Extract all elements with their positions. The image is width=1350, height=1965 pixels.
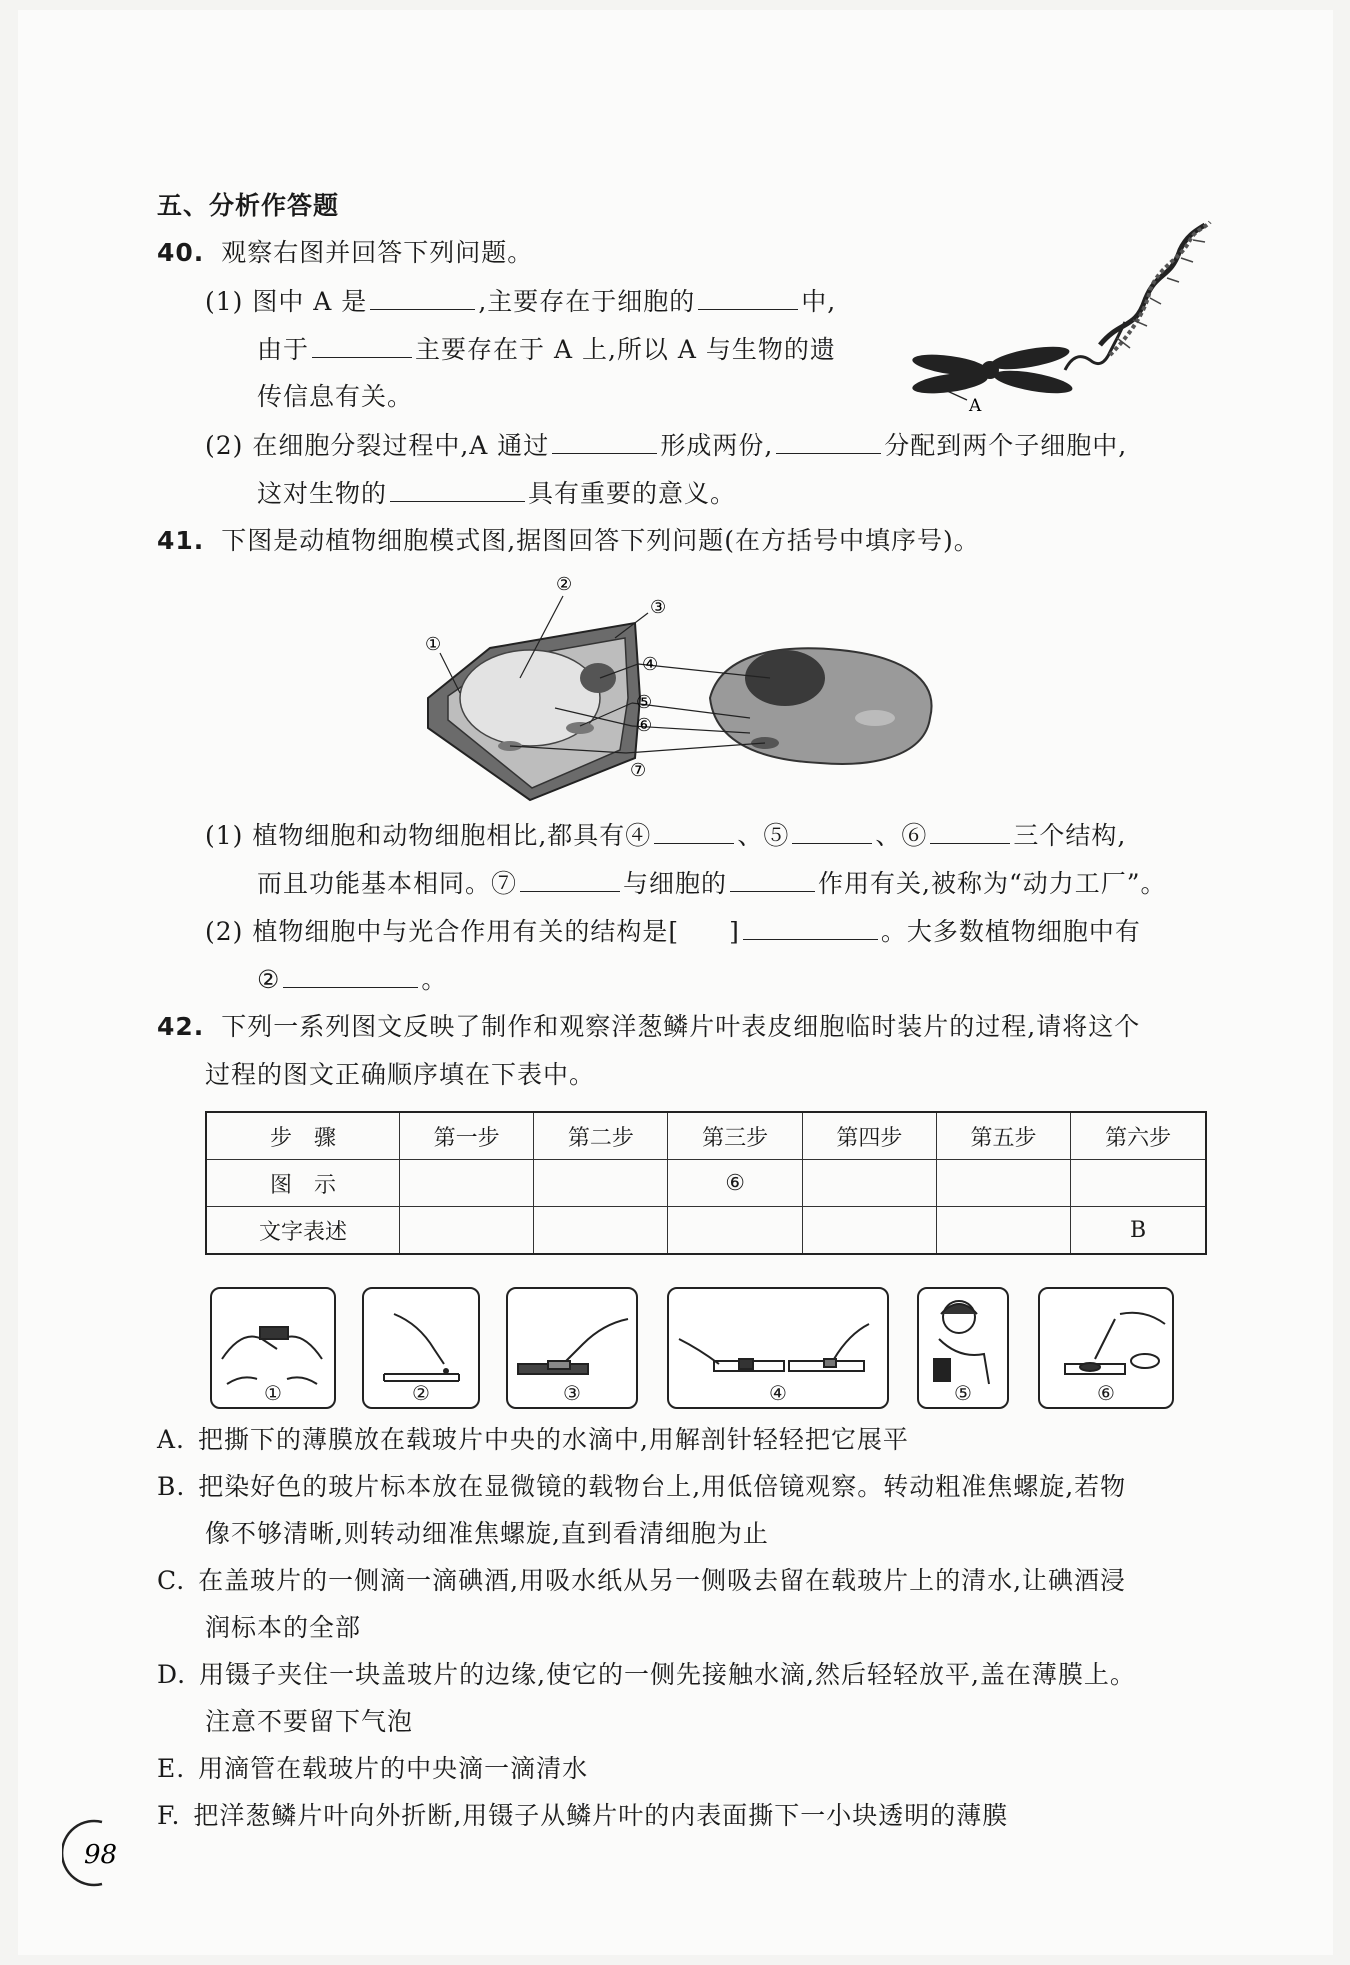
q41-p2-line2 [257, 959, 447, 1000]
option-d [157, 1655, 1136, 1695]
option-text: 用镊子夹住一块盖玻片的边缘,使它的一侧先接触水滴,然后轻轻放平,盖在薄膜上。 [199, 1660, 1136, 1689]
q40-p2-text-d: 这对生物的 [257, 479, 388, 508]
table-cell[interactable] [802, 1160, 936, 1207]
q40-p1-text-c: 中, [801, 287, 837, 316]
option-text: 把撕下的薄膜放在载玻片中央的水滴中,用解剖针轻轻把它展平 [197, 1425, 909, 1454]
cell-diagram [420, 568, 950, 808]
option-letter: E. [157, 1754, 186, 1783]
table-row-header [206, 1112, 1206, 1160]
option-b [157, 1467, 1126, 1507]
cell-label-3: ③ [650, 597, 667, 618]
cell-label-2: ② [556, 574, 573, 595]
q40-p2-line2 [257, 473, 736, 514]
picture-number: ② [412, 1381, 430, 1405]
option-letter: A. [157, 1425, 186, 1454]
q40-p1-text-b: ,主要存在于细胞的 [478, 287, 696, 316]
cell-label-4: ④ [642, 654, 659, 675]
q40-p1-text-e: 主要存在于 A 上,所以 A 与生物的遗 [415, 335, 836, 364]
q41-p2-line1 [205, 911, 1141, 952]
q41-p1-text-f: 与细胞的 [623, 869, 728, 898]
cell-label-1: ① [425, 634, 442, 655]
q41-p2-text-c: 。大多数植物细胞中有 [880, 917, 1141, 946]
option-letter: C. [157, 1566, 186, 1595]
table-header-cell: 第六步 [1071, 1112, 1206, 1160]
table-header-cell: 第三步 [668, 1112, 802, 1160]
q41-prompt-line [157, 521, 980, 561]
picture-number: ③ [563, 1381, 581, 1405]
procedure-picture-6 [1038, 1287, 1174, 1409]
q41-p2-text-e: 。 [421, 965, 448, 994]
option-c-cont: 润标本的全部 [205, 1613, 362, 1642]
option-b-cont: 像不够清晰,则转动细准焦螺旋,直到看清细胞为止 [205, 1519, 769, 1548]
table-cell[interactable] [400, 1207, 534, 1255]
picture-number: ④ [769, 1381, 787, 1405]
table-row-pictures [206, 1160, 1206, 1207]
answer-blank[interactable] [930, 815, 1010, 844]
q40-p2-text-a: (2) 在细胞分裂过程中,A 通过 [205, 431, 550, 460]
q41-p1-text-b: 、⑤ [737, 821, 790, 850]
figure-label-a: A [969, 396, 982, 415]
picture-number: ① [264, 1381, 282, 1405]
q40-p1-text-a: (1) 图中 A 是 [205, 287, 368, 316]
table-row-label: 图 示 [206, 1160, 400, 1207]
table-header-cell: 第五步 [936, 1112, 1070, 1160]
q41-p1-text-d: 三个结构, [1013, 821, 1127, 850]
q41-p1-line2 [257, 863, 1167, 904]
option-d-cont: 注意不要留下气泡 [205, 1707, 414, 1736]
option-f [157, 1796, 1008, 1836]
option-c [157, 1561, 1126, 1601]
cell-label-5: ⑤ [636, 692, 653, 713]
option-a [157, 1420, 909, 1460]
q41-p2-text-a: (2) 植物细胞中与光合作用有关的结构是[ [205, 917, 680, 946]
picture-number: ⑥ [1097, 1381, 1115, 1405]
option-letter: F. [157, 1801, 181, 1830]
table-cell[interactable] [534, 1207, 668, 1255]
option-text: 把染好色的玻片标本放在显微镜的载物台上,用低倍镜观察。转动粗准焦螺旋,若物 [198, 1472, 1127, 1501]
q41-p1-text-a: (1) 植物细胞和动物细胞相比,都具有④ [205, 821, 652, 850]
q40-p2-line1 [205, 425, 1127, 466]
table-cell[interactable] [802, 1207, 936, 1255]
q42-prompt-line1 [157, 1007, 1140, 1047]
chromosome-dna-figure [905, 220, 1215, 415]
q42-prompt-line2: 过程的图文正确顺序填在下表中。 [205, 1060, 596, 1089]
procedure-picture-2 [362, 1287, 480, 1409]
answer-blank[interactable] [283, 959, 418, 988]
q40-p1-line1 [205, 281, 836, 322]
q40-p2-text-b: 形成两份, [660, 431, 774, 460]
q40-prompt: 观察右图并回答下列问题。 [221, 238, 534, 267]
table-row-label: 文字表述 [206, 1207, 400, 1255]
option-text: 用滴管在载玻片的中央滴一滴清水 [198, 1754, 589, 1783]
q40-number: 40. [157, 238, 205, 267]
procedure-picture-5 [917, 1287, 1009, 1409]
q40-p1-line2 [257, 329, 836, 370]
q41-p1-text-g: 作用有关,被称为“动力工厂”。 [818, 869, 1167, 898]
option-letter: D. [157, 1660, 187, 1689]
q40-p1-line3: 传信息有关。 [257, 382, 414, 411]
cell-label-6: ⑥ [636, 715, 653, 736]
picture-number: ⑤ [954, 1381, 972, 1405]
answer-blank[interactable] [520, 863, 620, 892]
answer-blank[interactable] [776, 425, 881, 454]
table-cell[interactable] [936, 1160, 1070, 1207]
option-letter: B. [157, 1472, 186, 1501]
answer-blank[interactable] [654, 815, 734, 844]
page-number: 98 [84, 1840, 118, 1870]
table-header-cell: 第一步 [400, 1112, 534, 1160]
q40-p2-text-c: 分配到两个子细胞中, [884, 431, 1128, 460]
table-cell[interactable]: B [1071, 1207, 1206, 1255]
q41-p1-text-c: 、⑥ [875, 821, 928, 850]
answer-blank[interactable] [698, 281, 798, 310]
answer-blank[interactable] [792, 815, 872, 844]
answer-blank[interactable] [312, 329, 412, 358]
table-header-cell: 第四步 [802, 1112, 936, 1160]
table-cell[interactable] [534, 1160, 668, 1207]
table-cell[interactable] [936, 1207, 1070, 1255]
steps-table [205, 1111, 1207, 1255]
table-row-text [206, 1207, 1206, 1255]
option-e [157, 1749, 588, 1789]
q41-p1-text-e: 而且功能基本相同。⑦ [257, 869, 518, 898]
answer-blank[interactable] [390, 473, 525, 502]
q41-number: 41. [157, 526, 205, 555]
procedure-picture-3 [506, 1287, 638, 1409]
page-number-badge [62, 1818, 132, 1888]
q40-p1-text-d: 由于 [257, 335, 310, 364]
table-cell[interactable] [400, 1160, 534, 1207]
option-text: 在盖玻片的一侧滴一滴碘酒,用吸水纸从另一侧吸去留在载玻片上的清水,让碘酒浸 [198, 1566, 1127, 1595]
answer-blank[interactable] [370, 281, 475, 310]
procedure-picture-1 [210, 1287, 336, 1409]
answer-blank[interactable] [743, 911, 878, 940]
table-cell[interactable]: ⑥ [668, 1160, 802, 1207]
section-title: 五、分析作答题 [157, 191, 340, 220]
table-header-cell: 步 骤 [206, 1112, 400, 1160]
cell-label-7: ⑦ [630, 760, 647, 781]
option-text: 把洋葱鳞片叶向外折断,用镊子从鳞片叶的内表面撕下一小块透明的薄膜 [193, 1801, 1009, 1830]
table-header-cell: 第二步 [534, 1112, 668, 1160]
answer-blank[interactable] [730, 863, 815, 892]
q42-number: 42. [157, 1012, 205, 1041]
table-cell[interactable] [668, 1207, 802, 1255]
table-cell[interactable] [1071, 1160, 1206, 1207]
q40-prompt-line [157, 233, 533, 273]
q41-prompt: 下图是动植物细胞模式图,据图回答下列问题(在方括号中填序号)。 [221, 526, 980, 555]
q41-p2-text-b: ] [729, 917, 740, 946]
answer-blank[interactable] [552, 425, 657, 454]
q41-p2-text-d: ② [257, 965, 281, 994]
q41-p1-line1 [205, 815, 1126, 856]
q42-prompt-a: 下列一系列图文反映了制作和观察洋葱鳞片叶表皮细胞临时装片的过程,请将这个 [221, 1012, 1141, 1041]
procedure-picture-4 [667, 1287, 889, 1409]
q40-p2-text-e: 具有重要的意义。 [528, 479, 737, 508]
